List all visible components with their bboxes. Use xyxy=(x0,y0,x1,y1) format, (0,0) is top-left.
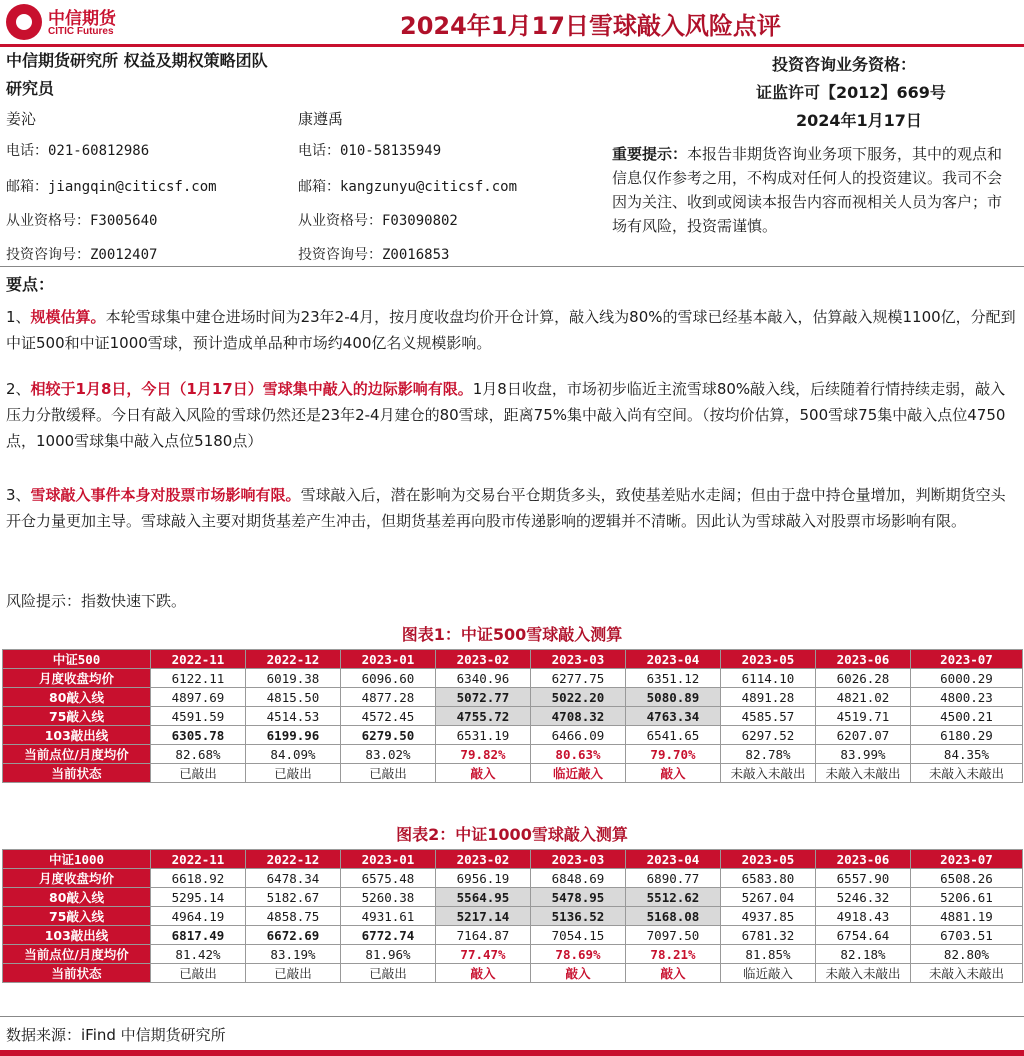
row-label: 80敲入线 xyxy=(3,888,151,907)
analyst-2-name: 康遵禹 xyxy=(298,110,344,128)
table-cell: 4519.71 xyxy=(816,707,911,726)
logo-text-cn: 中信期货 xyxy=(48,9,116,29)
table-cell: 82.68% xyxy=(151,745,246,764)
table-cell: 5206.61 xyxy=(911,888,1023,907)
table-cell: 5512.62 xyxy=(626,888,721,907)
header-cell: 2022-12 xyxy=(246,850,341,869)
table-cell: 6466.09 xyxy=(531,726,626,745)
table-cell: 6618.92 xyxy=(151,869,246,888)
header-cell: 2023-07 xyxy=(911,650,1023,669)
table-cell: 81.42% xyxy=(151,945,246,964)
table-cell: 未敲入未敲出 xyxy=(816,964,911,983)
row-label: 当前点位/月度均价 xyxy=(3,945,151,964)
table-cell: 5136.52 xyxy=(531,907,626,926)
table-header-row xyxy=(3,650,1023,669)
table-cell: 已敲出 xyxy=(151,964,246,983)
table-cell: 84.35% xyxy=(911,745,1023,764)
table-cell: 6703.51 xyxy=(911,926,1023,945)
table-cell: 4858.75 xyxy=(246,907,341,926)
table-cell: 6575.48 xyxy=(341,869,436,888)
table-cell: 78.69% xyxy=(531,945,626,964)
table-row xyxy=(3,907,1023,926)
table-cell: 6848.69 xyxy=(531,869,626,888)
table-cell: 6096.60 xyxy=(341,669,436,688)
point-2-num: 2、 xyxy=(6,380,31,398)
table-cell: 4881.19 xyxy=(911,907,1023,926)
table-row xyxy=(3,869,1023,888)
qualification-label: 投资咨询业务资格： xyxy=(772,55,917,74)
table-cell: 4591.59 xyxy=(151,707,246,726)
table-cell: 4800.23 xyxy=(911,688,1023,707)
table-cell: 83.19% xyxy=(246,945,341,964)
table-cell: 82.80% xyxy=(911,945,1023,964)
table-1-caption: 图表1：中证500雪球敲入测算 xyxy=(401,625,623,644)
table-cell: 6772.74 xyxy=(341,926,436,945)
table-cell: 已敲出 xyxy=(246,764,341,783)
row-label: 当前点位/月度均价 xyxy=(3,745,151,764)
header-cell: 2023-03 xyxy=(531,850,626,869)
table-cell: 82.18% xyxy=(816,945,911,964)
point-3-head: 雪球敲入事件本身对股票市场影响有限。 xyxy=(30,486,301,504)
table-cell: 4572.45 xyxy=(341,707,436,726)
point-1-text: 本轮雪球集中建仓进场时间为23年2-4月，按月度收盘均价开仓计算，敲入线为80%的雪球已经基本敲入，估算敲入规模1100亿，分配到中证500和中证1000雪球，预计造成单品种市场约400亿名义规模影响。 xyxy=(6,308,1016,352)
analyst-1-email: 邮箱：jiangqin@citicsf.com xyxy=(6,179,217,195)
table-cell: 7164.87 xyxy=(436,926,531,945)
row-label: 75敲入线 xyxy=(3,707,151,726)
table-cell: 79.82% xyxy=(436,745,531,764)
point-2-text: 1月8日收盘，市场初步临近主流雪球80%敲入线，后续随着行情持续走弱，敲入压力分散缓释。今日有敲入风险的雪球仍然还是23年2-4月建仓的80雪球，距离75%集中敲入尚有空间。（按均价估算，500雪球75集中敲入点位4750点，1000雪球集中敲入点位5180点） xyxy=(6,380,1006,450)
table-2 xyxy=(2,849,1023,983)
analyst-2-advice: 投资咨询号：Z0016853 xyxy=(298,247,450,263)
header-cell: 2023-05 xyxy=(721,850,816,869)
point-3-num: 3、 xyxy=(6,486,31,504)
row-label: 月度收盘均价 xyxy=(3,869,151,888)
table-cell: 4918.43 xyxy=(816,907,911,926)
point-3-text: 雪球敲入后，潜在影响为交易台平仓期货多头，致使基差贴水走阔；但由于盘中持仓量增加，判断期货空头开仓力量更加主导。雪球敲入主要对期货基差产生冲击，但期货基差再向股市传递影响的逻辑并不清晰。因此认为雪球敲入对股票市场影响有限。 xyxy=(6,486,1006,530)
point-2 xyxy=(6,376,1018,454)
table-cell: 4821.02 xyxy=(816,688,911,707)
table-cell: 4877.28 xyxy=(341,688,436,707)
row-label: 当前状态 xyxy=(3,964,151,983)
row-label: 当前状态 xyxy=(3,764,151,783)
table-cell: 6019.38 xyxy=(246,669,341,688)
table-row xyxy=(3,726,1023,745)
table-1 xyxy=(2,649,1023,783)
header-cell: 2023-06 xyxy=(816,850,911,869)
table-cell: 4763.34 xyxy=(626,707,721,726)
header-cell: 中证1000 xyxy=(3,850,151,869)
table-cell: 6956.19 xyxy=(436,869,531,888)
table-cell: 6279.50 xyxy=(341,726,436,745)
point-1-head: 规模估算。 xyxy=(30,308,106,326)
table-cell: 4964.19 xyxy=(151,907,246,926)
table-row xyxy=(3,669,1023,688)
table-cell: 6114.10 xyxy=(721,669,816,688)
table-cell: 已敲出 xyxy=(341,964,436,983)
table-cell: 6000.29 xyxy=(911,669,1023,688)
table-cell: 6531.19 xyxy=(436,726,531,745)
row-label: 103敲出线 xyxy=(3,926,151,945)
table-cell: 4585.57 xyxy=(721,707,816,726)
table-cell: 敲入 xyxy=(626,964,721,983)
table-cell: 4708.32 xyxy=(531,707,626,726)
table-row xyxy=(3,964,1023,983)
table-cell: 6890.77 xyxy=(626,869,721,888)
table-cell: 临近敲入 xyxy=(721,964,816,983)
table-cell: 未敲入未敲出 xyxy=(911,764,1023,783)
notice-text: 本报告非期货咨询业务项下服务，其中的观点和信息仅作参考之用，不构成对任何人的投资建议。我司不会因为关注、收到或阅读本报告内容而视相关人员为客户；市场有风险，投资需谨慎。 xyxy=(612,145,1003,235)
table-header-row xyxy=(3,850,1023,869)
table-cell: 4500.21 xyxy=(911,707,1023,726)
table-cell: 已敲出 xyxy=(246,964,341,983)
table-cell: 7097.50 xyxy=(626,926,721,945)
risk-note: 风险提示：指数快速下跌。 xyxy=(6,592,187,610)
table-cell: 6557.90 xyxy=(816,869,911,888)
report-title: 2024年1月17日雪球敲入风险点评 xyxy=(400,12,781,40)
role-label: 研究员 xyxy=(6,79,55,98)
row-label: 103敲出线 xyxy=(3,726,151,745)
report-date: 2024年1月17日 xyxy=(796,111,922,130)
analyst-2-cert: 从业资格号：F03090802 xyxy=(298,213,458,229)
table-cell: 敲入 xyxy=(531,964,626,983)
header-cell: 2023-01 xyxy=(341,850,436,869)
table-row xyxy=(3,764,1023,783)
table-cell: 77.47% xyxy=(436,945,531,964)
table-cell: 6277.75 xyxy=(531,669,626,688)
citic-logo-icon xyxy=(6,4,42,40)
table-cell: 敲入 xyxy=(626,764,721,783)
table-cell: 5022.20 xyxy=(531,688,626,707)
header-cell: 2023-04 xyxy=(626,650,721,669)
table-cell: 78.21% xyxy=(626,945,721,964)
table-row xyxy=(3,688,1023,707)
table-cell: 6508.26 xyxy=(911,869,1023,888)
analyst-1-advice: 投资咨询号：Z0012407 xyxy=(6,247,158,263)
table-cell: 未敲入未敲出 xyxy=(911,964,1023,983)
analyst-1-cert: 从业资格号：F3005640 xyxy=(6,213,158,229)
table-cell: 6340.96 xyxy=(436,669,531,688)
header-cell: 2022-12 xyxy=(246,650,341,669)
analyst-1-phone: 电话：021-60812986 xyxy=(6,143,150,159)
table-row xyxy=(3,945,1023,964)
table-cell: 5564.95 xyxy=(436,888,531,907)
data-source: 数据来源：iFind 中信期货研究所 xyxy=(6,1026,226,1044)
row-label: 75敲入线 xyxy=(3,907,151,926)
point-3 xyxy=(6,482,1018,534)
table-cell: 83.02% xyxy=(341,745,436,764)
divider xyxy=(0,266,1024,267)
table-cell: 84.09% xyxy=(246,745,341,764)
table-cell: 81.96% xyxy=(341,945,436,964)
table-cell: 已敲出 xyxy=(341,764,436,783)
table-cell: 6026.28 xyxy=(816,669,911,688)
analyst-2-phone: 电话：010-58135949 xyxy=(298,143,442,159)
table-cell: 4897.69 xyxy=(151,688,246,707)
table-cell: 6781.32 xyxy=(721,926,816,945)
important-notice xyxy=(612,142,1012,238)
table-cell: 敲入 xyxy=(436,964,531,983)
table-cell: 临近敲入 xyxy=(531,764,626,783)
table-cell: 6351.12 xyxy=(626,669,721,688)
header-cell: 中证500 xyxy=(3,650,151,669)
report-header xyxy=(0,0,1024,47)
table-cell: 5072.77 xyxy=(436,688,531,707)
analyst-1-name: 姜沁 xyxy=(6,110,37,128)
table-cell: 4937.85 xyxy=(721,907,816,926)
team-name: 中信期货研究所 权益及期权策略团队 xyxy=(6,51,268,70)
table-cell: 6583.80 xyxy=(721,869,816,888)
table-cell: 6541.65 xyxy=(626,726,721,745)
header-cell: 2023-02 xyxy=(436,650,531,669)
header-cell: 2023-01 xyxy=(341,650,436,669)
table-cell: 已敲出 xyxy=(151,764,246,783)
table-cell: 6754.64 xyxy=(816,926,911,945)
table-cell: 82.78% xyxy=(721,745,816,764)
table-cell: 6180.29 xyxy=(911,726,1023,745)
point-1-num: 1、 xyxy=(6,308,31,326)
table-2-caption: 图表2：中证1000雪球敲入测算 xyxy=(396,825,628,844)
license-number: 证监许可【2012】669号 xyxy=(756,83,946,102)
row-label: 月度收盘均价 xyxy=(3,669,151,688)
table-cell: 7054.15 xyxy=(531,926,626,945)
header-cell: 2023-06 xyxy=(816,650,911,669)
table-cell: 6199.96 xyxy=(246,726,341,745)
logo-text-en: CITIC Futures xyxy=(48,26,114,37)
table-cell: 5260.38 xyxy=(341,888,436,907)
table-cell: 6297.52 xyxy=(721,726,816,745)
table-cell: 6122.11 xyxy=(151,669,246,688)
row-label: 80敲入线 xyxy=(3,688,151,707)
table-cell: 6207.07 xyxy=(816,726,911,745)
table-cell: 81.85% xyxy=(721,945,816,964)
table-cell: 5182.67 xyxy=(246,888,341,907)
table-row xyxy=(3,888,1023,907)
table-cell: 5478.95 xyxy=(531,888,626,907)
table-cell: 未敲入未敲出 xyxy=(816,764,911,783)
table-row xyxy=(3,707,1023,726)
header-cell: 2023-05 xyxy=(721,650,816,669)
table-row xyxy=(3,926,1023,945)
analyst-2-email: 邮箱：kangzunyu@citicsf.com xyxy=(298,179,518,195)
header-cell: 2023-07 xyxy=(911,850,1023,869)
table-cell: 6817.49 xyxy=(151,926,246,945)
table-cell: 80.63% xyxy=(531,745,626,764)
divider-bottom xyxy=(0,1016,1024,1017)
table-cell: 敲入 xyxy=(436,764,531,783)
table-cell: 4514.53 xyxy=(246,707,341,726)
table-cell: 5295.14 xyxy=(151,888,246,907)
header-cell: 2023-04 xyxy=(626,850,721,869)
table-cell: 6672.69 xyxy=(246,926,341,945)
table-cell: 4891.28 xyxy=(721,688,816,707)
point-1 xyxy=(6,304,1018,356)
header-cell: 2023-03 xyxy=(531,650,626,669)
header-cell: 2023-02 xyxy=(436,850,531,869)
notice-label: 重要提示： xyxy=(612,145,688,163)
header-cell: 2022-11 xyxy=(151,650,246,669)
table-cell: 5267.04 xyxy=(721,888,816,907)
table-row xyxy=(3,745,1023,764)
table-cell: 79.70% xyxy=(626,745,721,764)
table-cell: 6478.34 xyxy=(246,869,341,888)
table-cell: 4755.72 xyxy=(436,707,531,726)
keypoints-label: 要点： xyxy=(6,275,55,294)
table-cell: 未敲入未敲出 xyxy=(721,764,816,783)
table-cell: 5217.14 xyxy=(436,907,531,926)
table-cell: 4815.50 xyxy=(246,688,341,707)
table-cell: 5168.08 xyxy=(626,907,721,926)
table-cell: 4931.61 xyxy=(341,907,436,926)
table-cell: 5246.32 xyxy=(816,888,911,907)
point-2-head: 相较于1月8日，今日（1月17日）雪球集中敲入的边际影响有限。 xyxy=(30,380,473,398)
table-cell: 6305.78 xyxy=(151,726,246,745)
footer-bar xyxy=(0,1050,1024,1056)
header-cell: 2022-11 xyxy=(151,850,246,869)
table-cell: 83.99% xyxy=(816,745,911,764)
table-cell: 5080.89 xyxy=(626,688,721,707)
